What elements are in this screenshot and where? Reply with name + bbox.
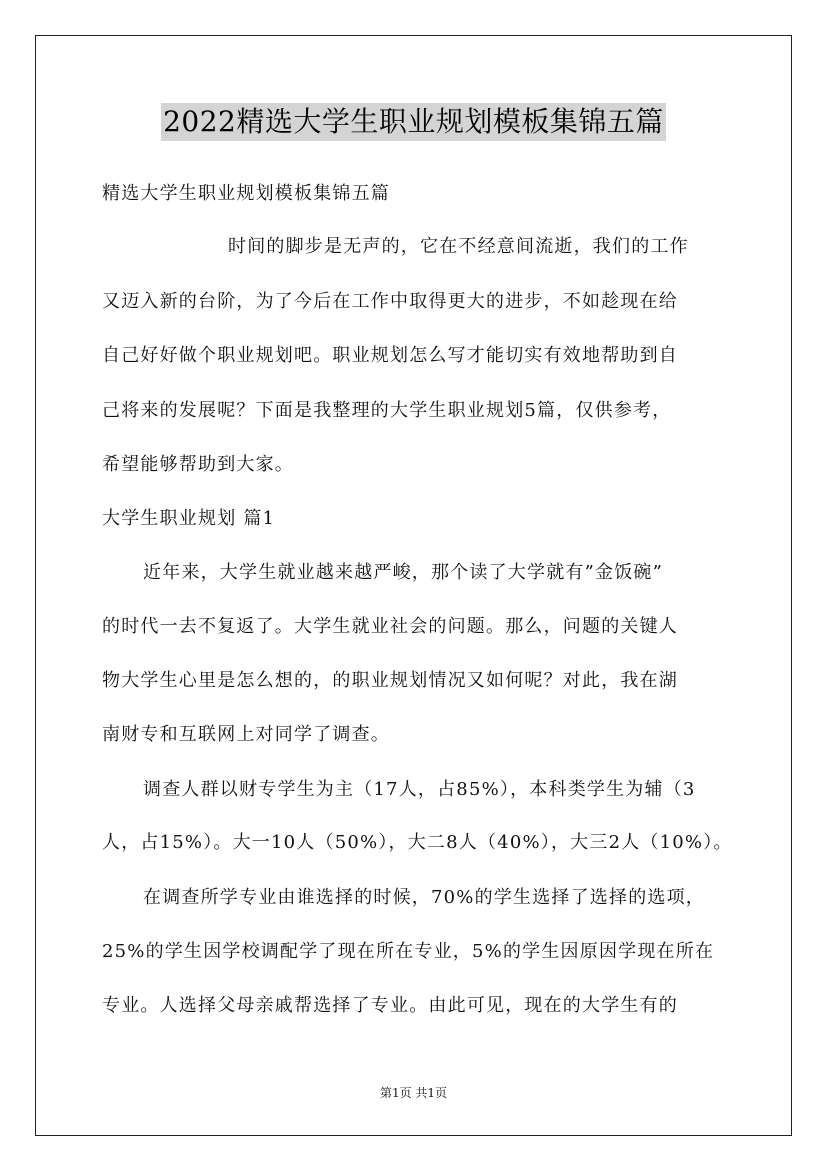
para1-line-3: 物大学生心里是怎么想的，的职业规划情况又如何呢？对此，我在湖 [102,670,678,691]
para1-line-2: 的时代一去不复返了。大学生就业社会的问题。那么，问题的关键人 [102,616,678,637]
intro-line-3: 自己好好做个职业规划吧。职业规划怎么写才能切实有效地帮助到自 [102,345,678,366]
intro-line-1: 时间的脚步是无声的，它在不经意间流逝，我们的工作 [228,236,689,257]
page-footer: 第1页 共1页 [379,1086,448,1100]
intro-line-5: 希望能够帮助到大家。 [102,454,294,475]
para3-line-2: 25%的学生因学校调配学了现在所在专业，5%的学生因原因学现在所在 [102,941,715,962]
para2-line-1: 调查人群以财专学生为主（17人，占85%），本科类学生为辅（3 [143,779,696,800]
document-title: 2022精选大学生职业规划模板集锦五篇 [161,103,666,141]
document-subtitle: 精选大学生职业规划模板集锦五篇 [102,183,390,204]
intro-line-2: 又迈入新的台阶，为了今后在工作中取得更大的进步，不如趁现在给 [102,291,678,312]
intro-line-4: 己将来的发展呢？下面是我整理的大学生职业规划5篇，仅供参考， [102,400,672,421]
section-heading: 大学生职业规划 篇1 [102,508,276,529]
para1-line-1: 近年来，大学生就业越来越严峻，那个读了大学就有”金饭碗” [143,562,664,583]
para1-line-4: 南财专和互联网上对同学了调查。 [102,724,390,745]
para3-line-3: 专业。人选择父母亲戚帮选择了专业。由此可见，现在的大学生有的 [102,995,678,1016]
para2-line-2: 人，占15%）。大一10人（50%），大二8人（40%），大三2人（10%）。 [102,832,733,853]
para3-line-1: 在调查所学专业由谁选择的时候，70%的学生选择了选择的选项， [143,887,706,908]
title-container [0,103,827,141]
